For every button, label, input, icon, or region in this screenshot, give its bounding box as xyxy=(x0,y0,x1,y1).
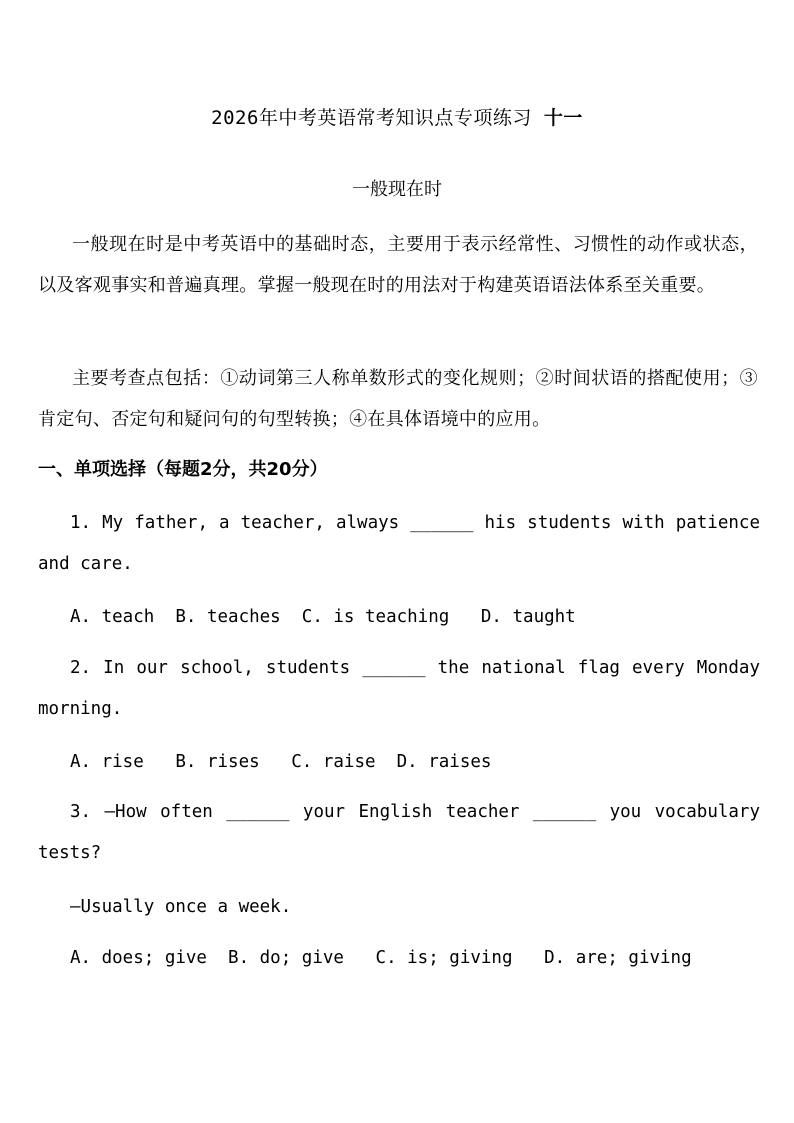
dialogue-answer-line: —Usually once a week. xyxy=(70,897,292,917)
question-stem: 3. —How often ______ your English teacher ______ you vocabulary tests? xyxy=(38,802,760,863)
section-heading: 一、单项选择（每题2分，共20分） xyxy=(38,459,328,480)
document-subtitle: 一般现在时 xyxy=(352,179,442,200)
key-points-paragraph: 主要考查点包括：①动词第三人称单数形式的变化规则；②时间状语的搭配使用；③肯定句、否定句和疑问句的句型转换；④在具体语境中的应用。 xyxy=(38,368,758,430)
title-text: 2026年中考英语常考知识点专项练习 xyxy=(211,107,532,129)
document-title xyxy=(0,106,794,130)
question-options: A. does; give B. do; give C. is; giving D. are; giving xyxy=(70,948,692,968)
title-number: 十一 xyxy=(543,107,583,129)
question-stem: 2. In our school, students ______ the national flag every Monday morning. xyxy=(38,658,760,719)
intro-paragraph: 一般现在时是中考英语中的基础时态，主要用于表示经常性、习惯性的动作或状态，以及客观事实和普遍真理。掌握一般现在时的用法对于构建英语语法体系至关重要。 xyxy=(38,234,758,296)
question-options: A. teach B. teaches C. is teaching D. taught xyxy=(70,607,576,627)
question-options: A. rise B. rises C. raise D. raises xyxy=(70,752,492,772)
question-stem: 1. My father, a teacher, always ______ his students with patience and care. xyxy=(38,513,760,574)
